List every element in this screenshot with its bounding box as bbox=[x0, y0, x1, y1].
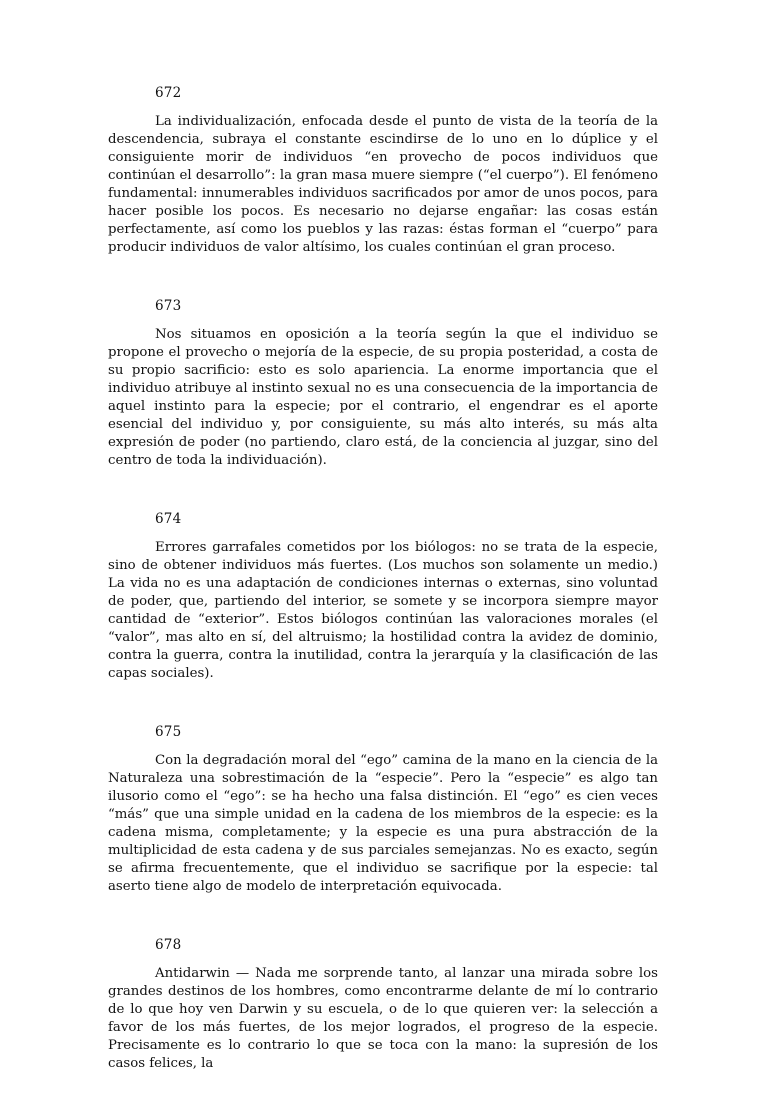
section-number: 675 bbox=[155, 724, 182, 740]
section-paragraph: Con la degradación moral del “ego” camina de la mano en la ciencia de la Naturaleza una sobrestimación de la “especie”. Pero la “especie” es algo tan ilusorio como el “ego”: se ha hecho una falsa distinción. El “ego” es cien veces “más” que una simple unidad en la cadena de los miembros de la especie: es la cadena misma, completamente; y la especie es una pura abstracción de la multiplicidad de esta cadena y de sus parciales semejanzas. No es exacto, según se afirma frecuentemente, que el individuo se sacrifique por la especie: tal aserto tiene algo de modelo de interpretación equivocada. bbox=[108, 753, 658, 894]
section-paragraph: Antidarwin — Nada me sorprende tanto, al lanzar una mirada sobre los grandes destinos de los hombres, como encontrarme delante de mí lo contrario de lo que hoy ven Darwin y su escuela, o de lo que quieren ver: la selección a favor de los más fuertes, de los mejor logrados, el progreso de la especie. Precisamente es lo contrario lo que se toca con la mano: la supresión de los casos felices, la bbox=[108, 966, 658, 1071]
section-paragraph: Nos situamos en oposición a la teoría según la que el individuo se propone el provecho o mejoría de la especie, de su propia posteridad, a costa de su propio sacrificio: esto es solo apariencia. La enorme importancia que el individuo atribuye al instinto sexual no es una consecuencia de la importancia de aquel instinto para la especie; por el contrario, el engendrar es el aporte esencial del individuo y, por consiguiente, su más alto interés, su más alta expresión de poder (no partiendo, claro está, de la conciencia al juzgar, sino del centro de toda la individuación). bbox=[108, 327, 658, 468]
section-number: 678 bbox=[155, 937, 182, 953]
section-paragraph: La individualización, enfocada desde el punto de vista de la teoría de la descendencia, subraya el constante escindirse de lo uno en lo dúplice y el consiguiente morir de individuos “en provecho de pocos individuos que continúan el desarrollo”: la gran masa muere siempre (“el cuerpo”). El fenómeno fundamental: innumerables individuos sacrificados por amor de unos pocos, para hacer posible los pocos. Es necesario no dejarse engañar: las cosas están perfectamente, así como los pueblos y las razas: éstas forman el “cuerpo” para producir individuos de valor altísimo, los cuales continúan el gran proceso. bbox=[108, 114, 658, 255]
section-674 bbox=[108, 510, 658, 683]
section-675 bbox=[108, 723, 658, 896]
section-672 bbox=[108, 84, 658, 257]
section-number: 674 bbox=[155, 511, 182, 527]
document-page bbox=[108, 84, 658, 1113]
section-678 bbox=[108, 936, 658, 1073]
section-673 bbox=[108, 297, 658, 470]
section-number: 673 bbox=[155, 298, 182, 314]
section-paragraph: Errores garrafales cometidos por los biólogos: no se trata de la especie, sino de obtener individuos más fuertes. (Los muchos son solamente un medio.) La vida no es una adaptación de condiciones internas o externas, sino voluntad de poder, que, partiendo del interior, se somete y se incorpora siempre mayor cantidad de “exterior”. Estos biólogos continúan las valoraciones morales (el “valor”, mas alto en sí, del altruismo; la hostilidad contra la avidez de dominio, contra la guerra, contra la inutilidad, contra la jerarquía y la clasificación de las capas sociales). bbox=[108, 540, 658, 681]
section-number: 672 bbox=[155, 85, 182, 101]
